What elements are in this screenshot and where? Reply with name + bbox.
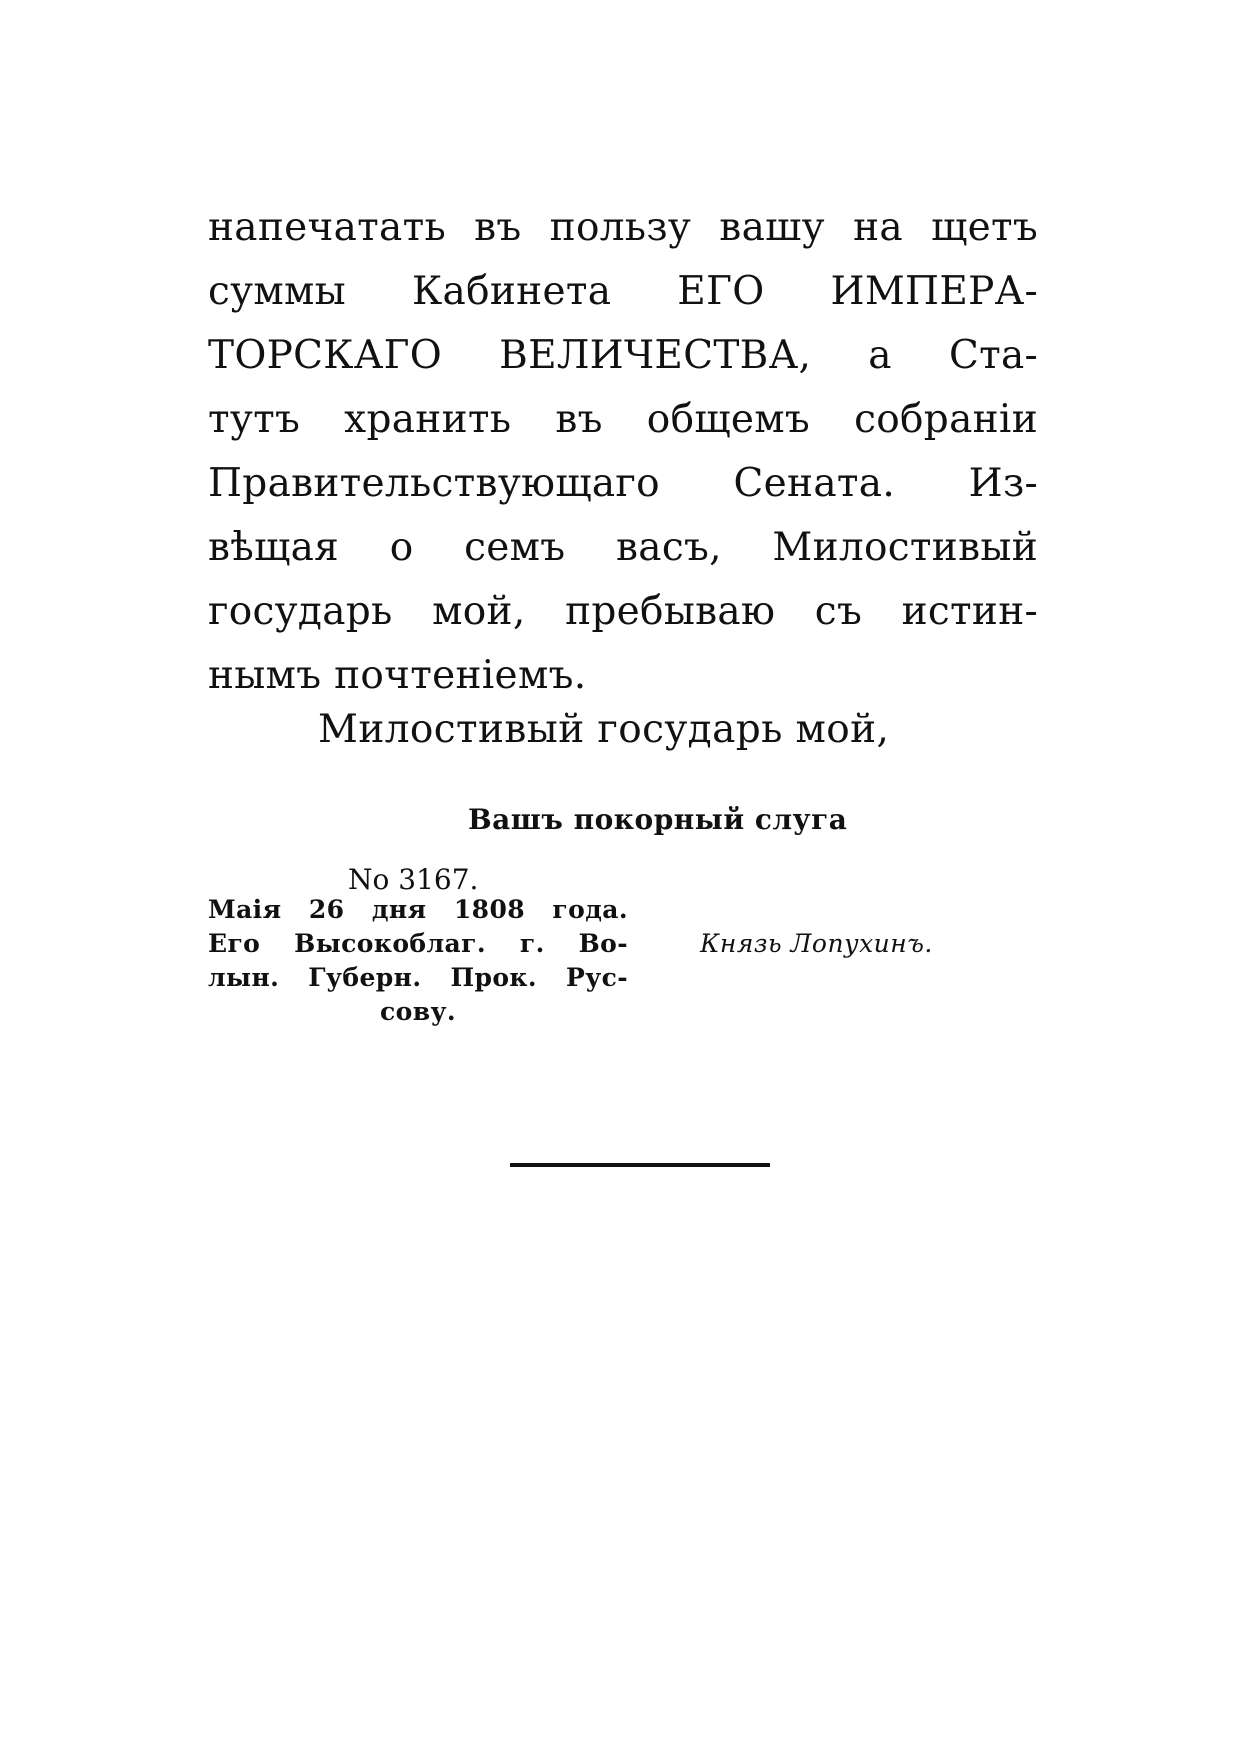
signature: Князь Лопухинъ.	[700, 929, 933, 958]
body-line: суммы Кабинета ЕГО ИМПЕРА-	[208, 269, 1038, 314]
body-line: государь мой, пребываю съ истин-	[208, 589, 1038, 634]
body-line: напечатать въ пользу вашу на щетъ	[208, 205, 1038, 250]
divider-rule	[510, 1163, 770, 1167]
record-line: Маія 26 дня 1808 года.	[208, 895, 628, 924]
body-line: ТОРСКАГО ВЕЛИЧЕСТВА, а Ста-	[208, 333, 1038, 378]
body-line: нымъ почтеніемъ.	[208, 653, 587, 698]
letter-body	[208, 196, 1038, 708]
salutation: Милостивый государь мой,	[318, 707, 890, 752]
document-number: No 3167.	[348, 863, 479, 896]
record-line: сову.	[380, 997, 456, 1026]
record-line: лын. Губерн. Прок. Рус-	[208, 963, 628, 992]
dispatch-record	[208, 893, 628, 1029]
body-line: Правительствующаго Сената. Из-	[208, 461, 1038, 506]
body-line: вѣщая о семъ васъ, Милостивый	[208, 525, 1038, 570]
closing-phrase: Вашъ покорный слуга	[468, 803, 848, 836]
record-line: Его Высокоблаг. г. Во-	[208, 929, 628, 958]
body-line: тутъ хранить въ общемъ собраніи	[208, 397, 1038, 442]
